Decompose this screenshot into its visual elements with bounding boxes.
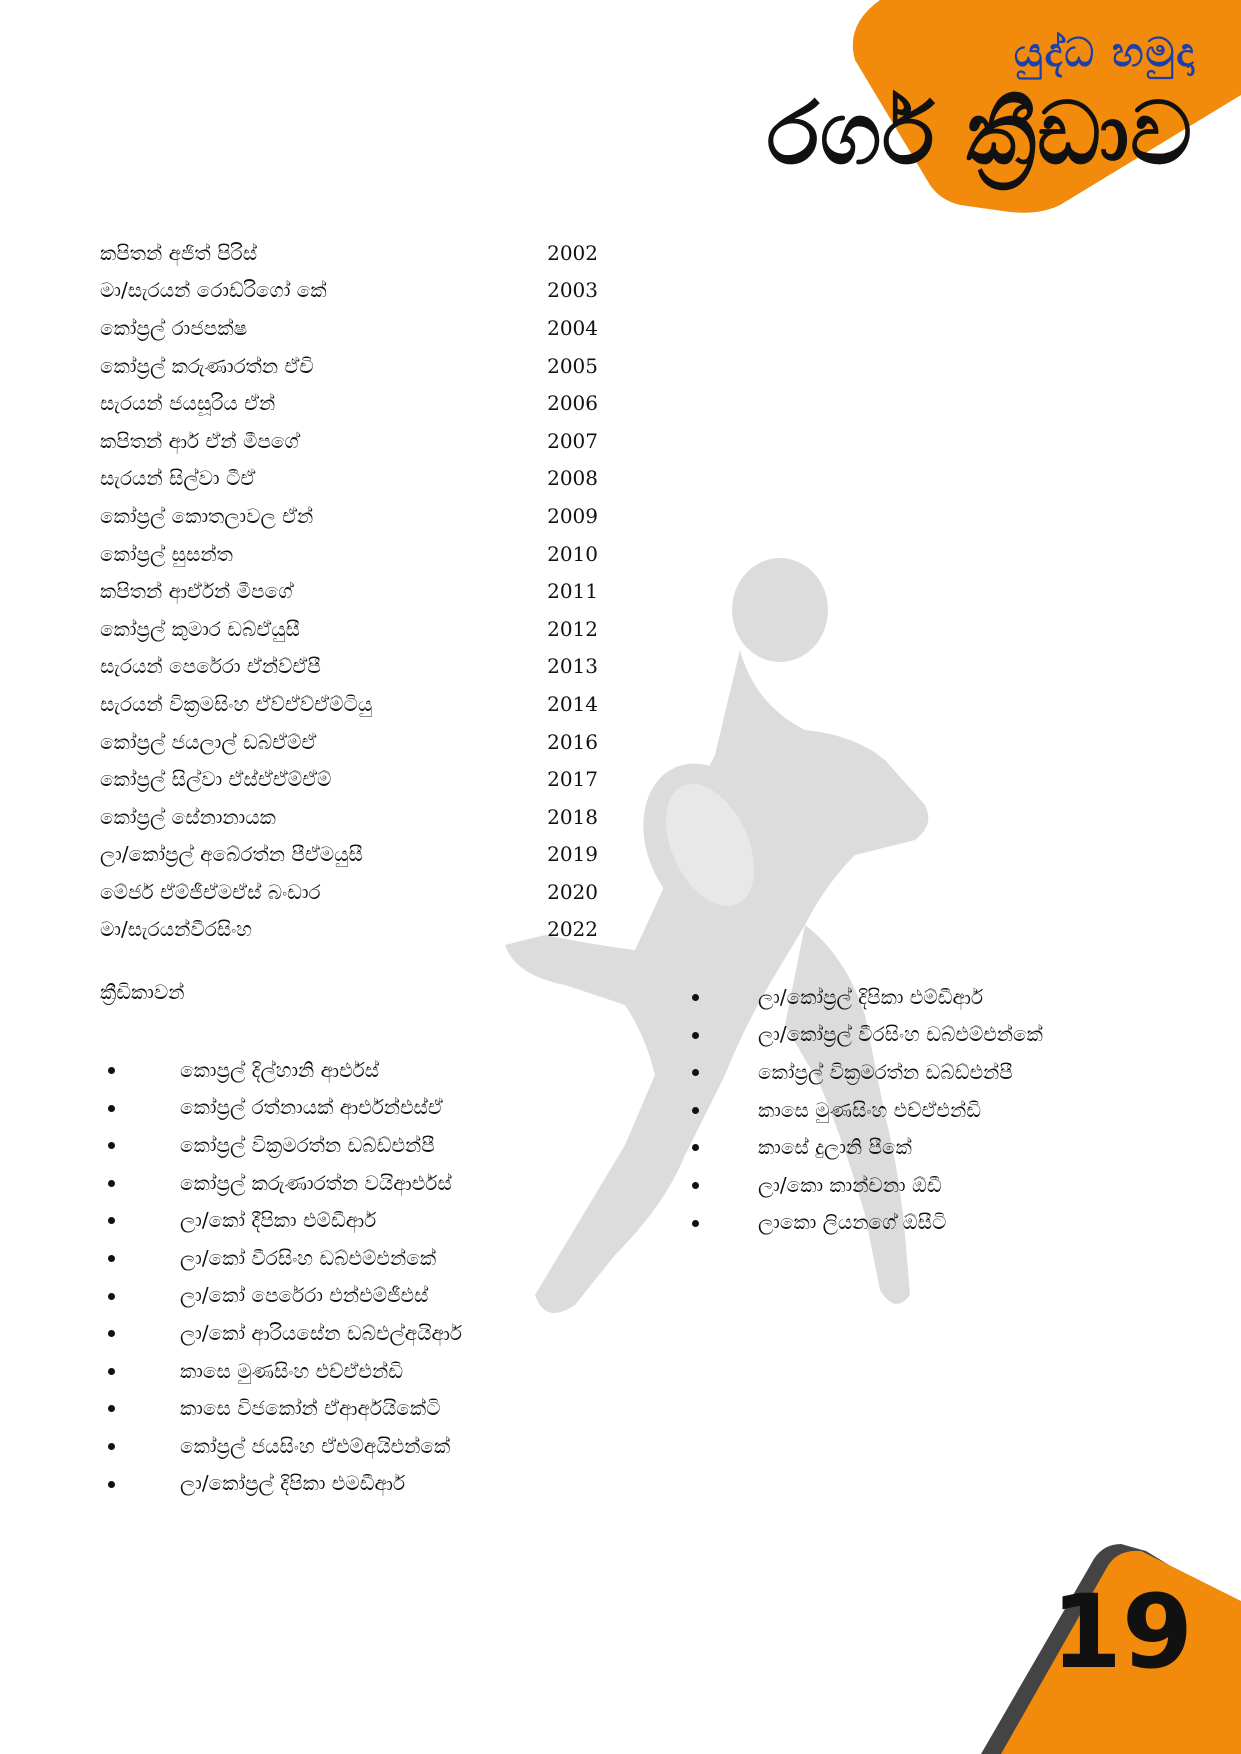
players-list-right [758,978,1043,1241]
captain-name: මේජර් ඒම්ජීඒමඒස් බංඩාර [100,879,321,904]
captain-year: 2017 [547,767,598,792]
captain-year: 2016 [547,729,598,754]
captain-name: කපිතන් අජිත් පිරිස් [100,240,258,265]
captain-year: 2002 [547,240,598,265]
player-name: ලා/කො කාන්චනා ඕඩී [758,1172,942,1197]
list-item [100,234,610,272]
captain-name: කෝප්‍රල් කුමාර ඩබ්ඒයුසී [100,616,301,641]
player-name: ලා/කෝප්‍රල් දිපිකා එමඩීආර් [180,1471,406,1496]
list-item [100,384,610,422]
player-name: ලා/කෝ ආරියසේන ඩබ්එල්අයිආර් [180,1320,463,1345]
player-name: ලා/කෝ පෙරේරා එන්එම්ජීඑස් [180,1283,429,1308]
captain-year: 2014 [547,691,598,716]
list-item [100,911,610,949]
list-item [100,723,610,761]
page-number: 19 [1051,1573,1193,1692]
player-name: කාසෙ මුණසිංහ එච්ඒඑන්ඩි [180,1358,404,1383]
player-name: කෝප්‍රල් වික්‍රමරත්න ඩබ්ඩ්එන්පී [180,1132,435,1157]
captain-year: 2012 [547,616,598,641]
captain-name: සැරයන් පෙරේරා ඒන්ව්ඒපී [100,654,321,679]
bullet-icon [692,1182,699,1189]
page-subtitle: යුද්ධ හමුදා [1013,30,1196,76]
captain-name: සැරයන් සිල්වා ටීඒ [100,466,256,491]
captain-year: 2004 [547,315,598,340]
captain-name: ලා/කෝප්‍රල් අබේරත්න පීඒමයුසී [100,842,363,867]
player-name: ලා/කෝප්‍රල් දිපිකා එම්ඩීආර් [758,984,984,1009]
bullet-icon [108,1105,115,1112]
captain-name: කපිතන් ආර්ඒන් මීපගේ [100,579,293,604]
player-name: ලා/කෝ වීරසිංහ ඩබ්එම්එන්කේ [180,1245,437,1270]
page-title: රගර් ක්‍රීඩාව [766,84,1193,184]
list-item [758,1128,1043,1166]
list-item [180,1164,462,1202]
bullet-icon [108,1368,115,1375]
bullet-icon [108,1293,115,1300]
list-item [100,873,610,911]
list-item [100,798,610,836]
list-item [758,1204,1043,1242]
list-item [180,1352,462,1390]
list-item [180,1465,462,1503]
list-item [180,1389,462,1427]
bullet-icon [108,1481,115,1488]
list-item [758,1053,1043,1091]
player-name: කාසේ දුලානි පීකේ [758,1135,912,1160]
list-item [180,1126,462,1164]
list-item [100,610,610,648]
list-item [100,497,610,535]
bullet-icon [108,1255,115,1262]
bullet-icon [108,1180,115,1187]
list-item [100,836,610,874]
player-name: කෝප්‍රල් රත්නායක් ආර්එන්එස්ඒ [180,1095,443,1120]
captain-year: 2022 [547,917,598,942]
list-item [180,1239,462,1277]
captain-year: 2019 [547,842,598,867]
captain-year: 2003 [547,278,598,303]
captain-year: 2009 [547,503,598,528]
captain-name: කෝප්‍රල් කොතලාවල ඒන් [100,503,314,528]
captain-year: 2006 [547,391,598,416]
list-item [100,648,610,686]
list-item [180,1089,462,1127]
list-item [180,1277,462,1315]
captain-name: කෝප්‍රල් රාජපක්ෂ [100,315,248,340]
captain-year: 2013 [547,654,598,679]
players-heading: ක්‍රීඩිකාවන් [100,980,185,1004]
captain-year: 2010 [547,541,598,566]
bullet-icon [108,1142,115,1149]
players-list-left [180,1051,462,1502]
bullet-icon [692,1032,699,1039]
list-item [100,572,610,610]
player-name: ලා/කෝප්‍රල් වීරසිංහ ඩබ්එම්එන්කේ [758,1022,1043,1047]
player-name: කාසෙ මුණසිංහ එච්ඒඑන්ඩි [758,1097,982,1122]
captain-name: කෝප්‍රල් සේනානායක [100,804,276,829]
list-item [180,1427,462,1465]
player-name: කාසෙ විජකෝන් ඒආර්අයිකේටි [180,1396,441,1421]
list-item [758,1091,1043,1129]
list-item [100,422,610,460]
captain-year: 2018 [547,804,598,829]
player-name: ලා/කෝ දීපිකා එම්ඩීආර් [180,1208,377,1233]
bullet-icon [108,1330,115,1337]
captains-list [100,234,610,948]
list-item [100,760,610,798]
bullet-icon [108,1067,115,1074]
captain-name: මා/සැරයන්වීරසිංහ [100,917,253,942]
player-name: ලාකො ලියනගේ ඕසීටි [758,1210,947,1235]
list-item [100,535,610,573]
list-item [100,685,610,723]
list-item [758,1016,1043,1054]
bullet-icon [108,1405,115,1412]
captain-name: කෝප්‍රල් ජයලාල් ඩබ්ඒම්ඒ [100,729,317,754]
bullet-icon [692,1220,699,1227]
list-item [100,460,610,498]
captain-name: මා/සැරයන් රොඩ්රිගෝ කේ [100,278,327,303]
player-name: කෝප්‍රල් ජයසිංහ ඒඑම්අයිඑන්කේ [180,1433,451,1458]
list-item [100,272,610,310]
captain-year: 2007 [547,428,598,453]
player-name: කොප්‍රල් දිල්හානි ආර්එස් [180,1057,380,1082]
player-name: කෝප්‍රල් වික්‍රමරත්න ඩබ්ඩ්එන්පී [758,1059,1013,1084]
list-item [100,309,610,347]
bullet-icon [692,1107,699,1114]
list-item [758,1166,1043,1204]
list-item [180,1314,462,1352]
captain-name: කපිතන් ආර් ඒන් මීපගේ [100,428,299,453]
list-item [180,1051,462,1089]
captain-name: කෝප්‍රල් සිල්වා ඒස්ඒඒම්ඒම් [100,767,332,792]
captain-year: 2005 [547,353,598,378]
captain-year: 2011 [547,579,598,604]
player-name: කෝප්‍රල් කරුණාරත්න වයිආර්එස් [180,1170,452,1195]
list-item [180,1201,462,1239]
list-item [758,978,1043,1016]
captain-name: සැරයන් වික්‍රමසිංහ ඒව්ඒව්ඒම්ටියු [100,691,373,716]
captain-year: 2020 [547,879,598,904]
captain-name: කෝප්‍රල් කරුණාරත්න ඒචි [100,353,314,378]
captain-name: සැරයන් ජයසූරිය ඒන් [100,391,276,416]
captain-year: 2008 [547,466,598,491]
list-item [100,347,610,385]
bullet-icon [108,1443,115,1450]
captain-name: කෝප්‍රල් සුසන්ත [100,541,233,566]
bullet-icon [692,994,699,1001]
bullet-icon [108,1217,115,1224]
